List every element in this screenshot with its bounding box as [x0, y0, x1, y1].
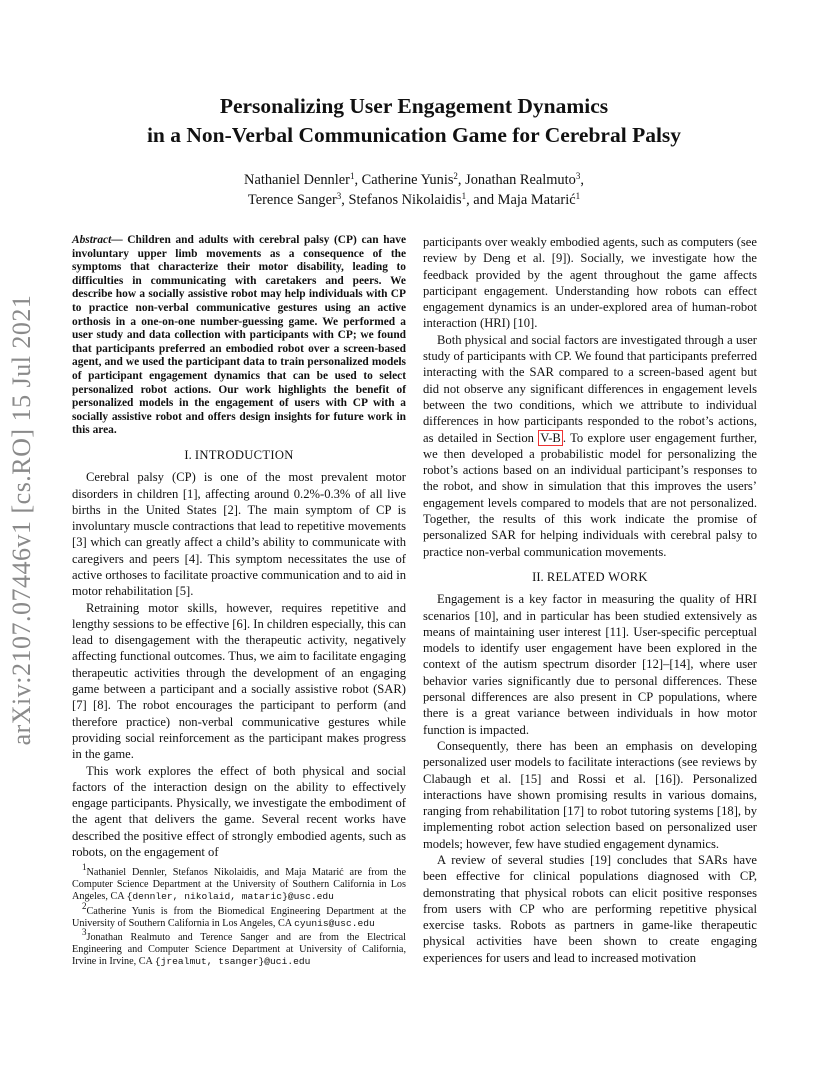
- title-line-2: in a Non-Verbal Communication Game for Cerebral Palsy: [146, 123, 682, 147]
- related-work-paragraph: Consequently, there has been an emphasis on developing personalized user models to facilitate interactions (see reviews by Clabaugh et al. [15] and Rossi et al. [16]). Personalized interactions have shown promising results in various domains, ranging from rehabilitation [17] to robot tutoring systems [18], by implementing robot action selection based on personalized user models; however, few have studied engagement dynamics.: [423, 738, 757, 851]
- section-reference-link[interactable]: V-B: [540, 430, 561, 445]
- abstract: Abstract— Children and adults with cerebral palsy (CP) can have involuntary upper limb movements as a consequence of the symptoms that characterize their motor disability, leading to difficulties in communicating with caretakers and peers. We describe how a socially assistive robot may help individuals with CP to practice non-verbal communicative gestures using an active orthosis in a one-on-one number-guessing game. We performed a user study and data collection with participants with CP; we found that participants preferred an embodied robot over a screen-based agent, and we used the participant data to train personalized models of participant engagement dynamics that can be used to select personalized robot actions. Our work highlights the benefit of personalized models in the engagement of users with CP with a socially assistive robot and offers design insights for future work in this area.: [72, 234, 406, 437]
- related-work-paragraph: Engagement is a key factor in measuring the quality of HRI scenarios [10], and in particular has been studied extensively as means of maintaining user interest [11]. User-specific perceptual models to identify user engagement have been explored in the context of the autism spectrum disorder [12]–[14], where user behavior varies significantly due to personal differences. These personal differences are also present in CP populations, where there is a great variance between individuals in how motor function is impacted.: [423, 592, 757, 737]
- intro-paragraph: This work explores the effect of both physical and social factors of the interaction design on the ability to effectively engage participants. Physically, we investigate the embodiment of the agent that delivers the game. Several recent works have described the positive effect of strongly embodied agents, such as robots, on the engagement of: [72, 763, 406, 860]
- footnote-2: $^2$Catherine Yunis is from the Biomedical Engineering Department at the University of Southern California in Los Angeles, CA cyunis@usc.edu: [72, 900, 406, 929]
- left-column: [72, 234, 406, 860]
- arxiv-stamp: arXiv:2107.07446v1 [cs.RO] 15 Jul 2021: [7, 294, 36, 746]
- paper-title: [70, 92, 758, 150]
- author-line-1: Nathaniel Dennler$^1$, Catherine Yunis$^2$, Jonathan Realmuto$^3$,: [244, 171, 584, 188]
- intro-paragraph: Cerebral palsy (CP) is one of the most prevalent motor disorders in children [1], affecting around 0.2%-0.3% of all live births in the United States [2]. The main symptom of CP is involuntary muscle contractions that lead to repetitive movements [3] which can greatly affect a child’s ability to communicate with caregivers and peers [4]. This symptom necessitates the use of active orthoses to facilitate proactive communication and to aid in motor rehabilitation [5].: [72, 470, 406, 599]
- section-heading-related-work: II. RELATED WORK: [532, 569, 648, 584]
- right-column: [423, 234, 757, 966]
- author-list: [70, 170, 758, 210]
- related-work-paragraph: A review of several studies [19] concludes that SARs have been effective for clinical populations diagnosed with CP, demonstrating that physical robots can elicit positive responses from users with CP who are performing repetitive physical exercise tasks. Robots as partners in game-like therapeutic physical activities have been shown to create engaging experiences for users and lead to increased motivation: [423, 852, 757, 965]
- footnotes: [72, 862, 406, 971]
- title-line-1: Personalizing User Engagement Dynamics: [219, 94, 609, 118]
- footnote-1: $^1$Nathaniel Dennler, Stefanos Nikolaidis, and Maja Matarić are from the Computer Science Department at the University of Southern California in Los Angeles, CA {dennler, nikolaid, mataric}@usc.edu: [72, 862, 406, 903]
- author-line-2: Terence Sanger$^3$, Stefanos Nikolaidis$^1$, and Maja Matarić$^1$: [247, 191, 581, 208]
- intro-paragraph: Both physical and social factors are investigated through a user study of participants with CP. We found that participants preferred interacting with the SAR compared to a screen-based agent but did not observe any significant differences in engagement levels between the two conditions, which we attribute to individual differences in how participants responded to the robot’s actions, as detailed in Section V-B . To explore user engagement further, we then developed a probabilistic model for personalizing the robot’s actions based on an individual participant’s responses to the robot, and show in simulation that this improves the users’ engagement levels compared to models that are not personalized. Together, the results of this work indicate the promise of personalized SAR for helping individuals with cerebral palsy to practice non-verbal communication movements.: [423, 332, 757, 559]
- section-heading-introduction: I. INTRODUCTION: [184, 447, 294, 462]
- intro-paragraph: Retraining motor skills, however, requires repetitive and lengthy sessions to be effective [6]. In children especially, this can lead to disengagement with the therapeutic activity, negatively affecting functional outcomes. Thus, we aim to facilitate engaging therapeutic activities through the development of an engaging game between a participant and a socially assistive robot (SAR) [7] [8]. The robot encourages the participant to perform (and therefore practice) non-verbal communicative gestures while providing social reinforcement as the participant makes progress in the game.: [72, 600, 406, 762]
- footnote-3: $^3$Jonathan Realmuto and Terence Sanger and are from the Electrical Engineering and Computer Science Department at University of California, Irvine in Irvine, CA {jrealmut, tsanger}@uci.edu: [72, 927, 406, 968]
- intro-paragraph-continued: participants over weakly embodied agents, such as computers (see review by Deng et al. [9]). Socially, we investigate how the feedback provided by the agent throughout the game affects participant engagement. Understanding how robots can effect engagement dynamics is an under-explored area of human-robot interaction (HRI) [10].: [423, 235, 757, 331]
